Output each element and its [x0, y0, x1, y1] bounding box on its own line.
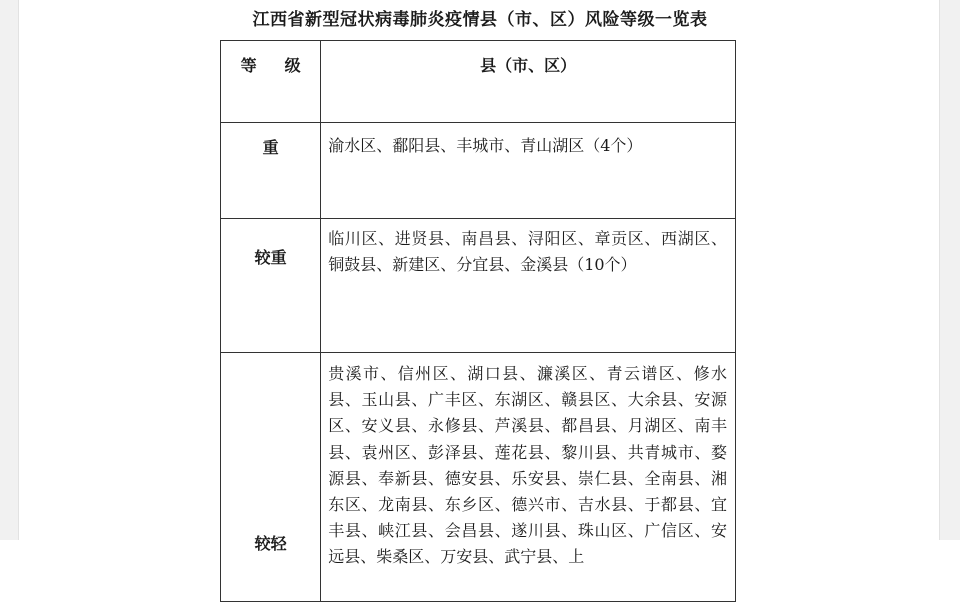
row-areas-medium: 临川区、进贤县、南昌县、浔阳区、章贡区、西湖区、铜鼓县、新建区、分宜县、金溪县（10个） — [321, 219, 736, 353]
table-header-row — [221, 41, 736, 123]
risk-level-table — [220, 40, 736, 602]
row-areas-heavy: 渝水区、鄱阳县、丰城市、青山湖区（4个） — [321, 123, 736, 219]
row-level-heavy: 重 — [221, 123, 321, 219]
row-level-light: 较轻 — [221, 353, 321, 602]
table-row — [221, 219, 736, 353]
header-areas: 县（市、区） — [321, 41, 736, 123]
table-row — [221, 353, 736, 602]
table-row — [221, 123, 736, 219]
page-right-margin — [939, 0, 960, 540]
row-areas-light: 贵溪市、信州区、湖口县、濂溪区、青云谱区、修水县、玉山县、广丰区、东湖区、赣县区、大余县、安源区、安义县、永修县、芦溪县、都昌县、月湖区、南丰县、袁州区、彭泽县、莲花县、黎川县、共青城市、婺源县、奉新县、德安县、乐安县、崇仁县、全南县、湘东区、龙南县、东乡区、德兴市、吉水县、于都县、宜丰县、峡江县、会昌县、遂川县、珠山区、广信区、安远县、柴桑区、万安县、武宁县、上 — [321, 353, 736, 602]
page-left-margin — [0, 0, 19, 540]
row-level-medium: 较重 — [221, 219, 321, 353]
header-level-char-1: 等 — [240, 56, 257, 75]
document-title: 江西省新型冠状病毒肺炎疫情县（市、区）风险等级一览表 — [252, 10, 708, 30]
header-level-char-2: 级 — [284, 56, 301, 75]
header-level — [221, 41, 321, 123]
